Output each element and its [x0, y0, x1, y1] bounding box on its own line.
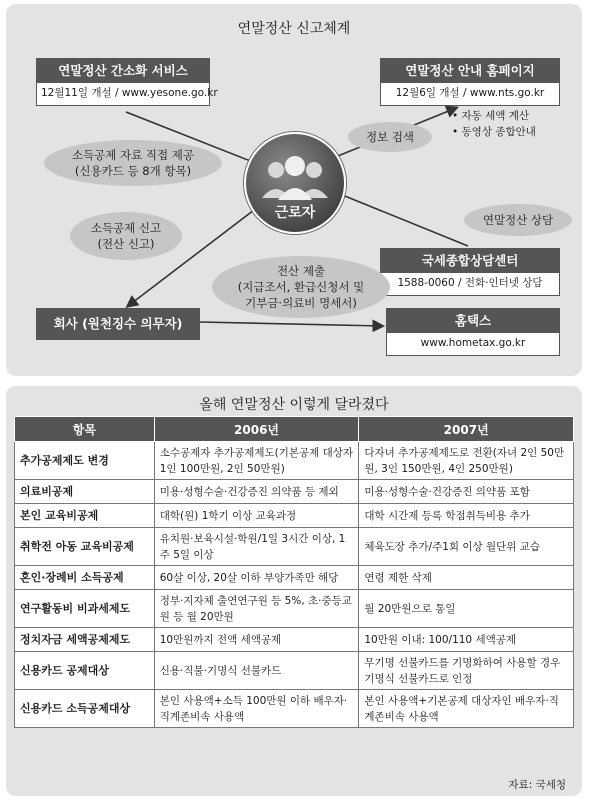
cell-2006: 60살 이상, 20살 이하 부양가족만 해당: [154, 566, 359, 590]
yesone-service-title: 연말정산 간소화 서비스: [37, 59, 209, 83]
consultation-label: 연말정산 상담: [482, 213, 554, 227]
cell-2007: 10만원 이내: 100/110 세액공제: [359, 628, 574, 652]
consult-center-detail: 1588-0060 / 전화·인터넷 상담: [397, 277, 543, 289]
row-label: 신용카드 소득공제대상: [15, 690, 155, 728]
consult-center-box: [380, 248, 560, 296]
row-label: 본인 교육비공제: [15, 504, 155, 528]
table-row: [15, 590, 574, 628]
cell-2006: 대학(원) 1학기 이상 교육과정: [154, 504, 359, 528]
table-row: [15, 566, 574, 590]
header-item: 항목: [15, 417, 155, 442]
arrow-company-to-hometax: [200, 322, 382, 326]
cell-2006: 소수공제자 추가공제제도(기본공제 대상자 1인 100만원, 2인 50만원): [154, 442, 359, 480]
row-label: 정치자금 세액공제제도: [15, 628, 155, 652]
cell-2006: 본인 사용액+소득 100만원 이하 배우자·직계존비속 사용액: [154, 690, 359, 728]
cell-2007: 대학 시간제 등록 학점취득비용 추가: [359, 504, 574, 528]
table-header-row: [15, 417, 574, 442]
table-row: [15, 628, 574, 652]
nts-features-list: [452, 108, 536, 140]
income-report-line: (전산 신고): [97, 237, 155, 251]
cell-2006: 정부·지자체 출연연구원 등 5%, 초·중등교원 등 월 20만원: [154, 590, 359, 628]
worker-label: 근로자: [274, 205, 316, 221]
cell-2006: 미용·성형수술·건강증진 의약품 등 제외: [154, 480, 359, 504]
cell-2006: 10만원까지 전액 세액공제: [154, 628, 359, 652]
yesone-service-detail: 12월11일 개설 / www.yesone.go.kr: [41, 87, 218, 99]
income-report-line: 소득공제 신고: [90, 221, 162, 235]
nts-homepage-detail: 12월6일 개설 / www.nts.go.kr: [395, 87, 545, 99]
row-label: 추가공제제도 변경: [15, 442, 155, 480]
table-row: [15, 652, 574, 690]
cell-2007: 체육도장 추가/주1회 이상 월단위 교습: [359, 528, 574, 566]
electronic-submit-line: (지급조서, 환급신청서 및: [237, 280, 365, 294]
cell-2007: 무기명 선불카드를 기명화하여 사용할 경우 기명식 선불카드로 인정: [359, 652, 574, 690]
changes-title: 올해 연말정산 이렇게 달라졌다: [199, 397, 389, 413]
changes-panel: [6, 386, 582, 796]
header-2006: 2006년: [154, 417, 359, 442]
table-row: [15, 442, 574, 480]
changes-table: [14, 416, 574, 728]
cell-2007: 연령 제한 삭제: [359, 566, 574, 590]
nts-homepage-box: [380, 58, 560, 106]
cell-2007: 본인 사용액+기본공제 대상자인 배우자·직계존비속 사용액: [359, 690, 574, 728]
row-label: 신용카드 공제대상: [15, 652, 155, 690]
row-label: 의료비공제: [15, 480, 155, 504]
hometax-title: 홈택스: [387, 309, 559, 333]
reporting-system-panel: [6, 4, 582, 376]
cell-2007: 다자녀 추가공제제도로 전환(자녀 2인 50만원, 3인 150만원, 4인 250만원): [359, 442, 574, 480]
electronic-submit-line: 전산 제출: [276, 264, 326, 278]
row-label: 연구활동비 비과세제도: [15, 590, 155, 628]
nts-feature-item: • 자동 세액 계산: [452, 110, 530, 122]
table-row: [15, 528, 574, 566]
income-report-oval: [70, 212, 182, 260]
nts-homepage-title: 연말정산 안내 홈페이지: [381, 59, 559, 83]
cell-2006: 유치원·보육시설·학원/1일 3시간 이상, 1주 5일 이상: [154, 528, 359, 566]
hometax-detail: www.hometax.go.kr: [420, 337, 526, 349]
source-note: 자료: 국세청: [508, 779, 566, 791]
arrow-consult-to-worker: [330, 190, 468, 246]
electronic-submit-line: 기부금·의료비 명세서): [245, 296, 357, 310]
electronic-submit-oval: [212, 256, 390, 318]
info-search-label: 정보 검색: [365, 130, 415, 144]
consult-center-title: 국세종합상담센터: [381, 249, 559, 273]
nts-feature-item: • 동영상 종합안내: [452, 126, 536, 138]
table-row: [15, 480, 574, 504]
hometax-box: [386, 308, 560, 356]
direct-supply-line: 소득공제 자료 직접 제공: [71, 148, 195, 162]
info-search-oval: [348, 122, 432, 152]
yesone-service-box: [36, 58, 218, 106]
cell-2006: 신용·직불·기명식 선불카드: [154, 652, 359, 690]
row-label: 취학전 아동 교육비공제: [15, 528, 155, 566]
cell-2007: 월 20만원으로 통일: [359, 590, 574, 628]
direct-supply-oval: [44, 140, 222, 186]
company-box: [36, 308, 200, 340]
cell-2007: 미용·성형수술·건강증진 의약품 포함: [359, 480, 574, 504]
header-2007: 2007년: [359, 417, 574, 442]
worker-circle: [244, 132, 346, 234]
consultation-oval: [464, 204, 572, 236]
table-row: [15, 504, 574, 528]
table-row: [15, 690, 574, 728]
panel-title: 연말정산 신고체계: [237, 21, 351, 37]
direct-supply-line: (신용카드 등 8개 항목): [74, 164, 192, 178]
row-label: 혼인·장례비 소득공제: [15, 566, 155, 590]
company-title: 회사 (원천징수 의무자): [37, 309, 199, 339]
